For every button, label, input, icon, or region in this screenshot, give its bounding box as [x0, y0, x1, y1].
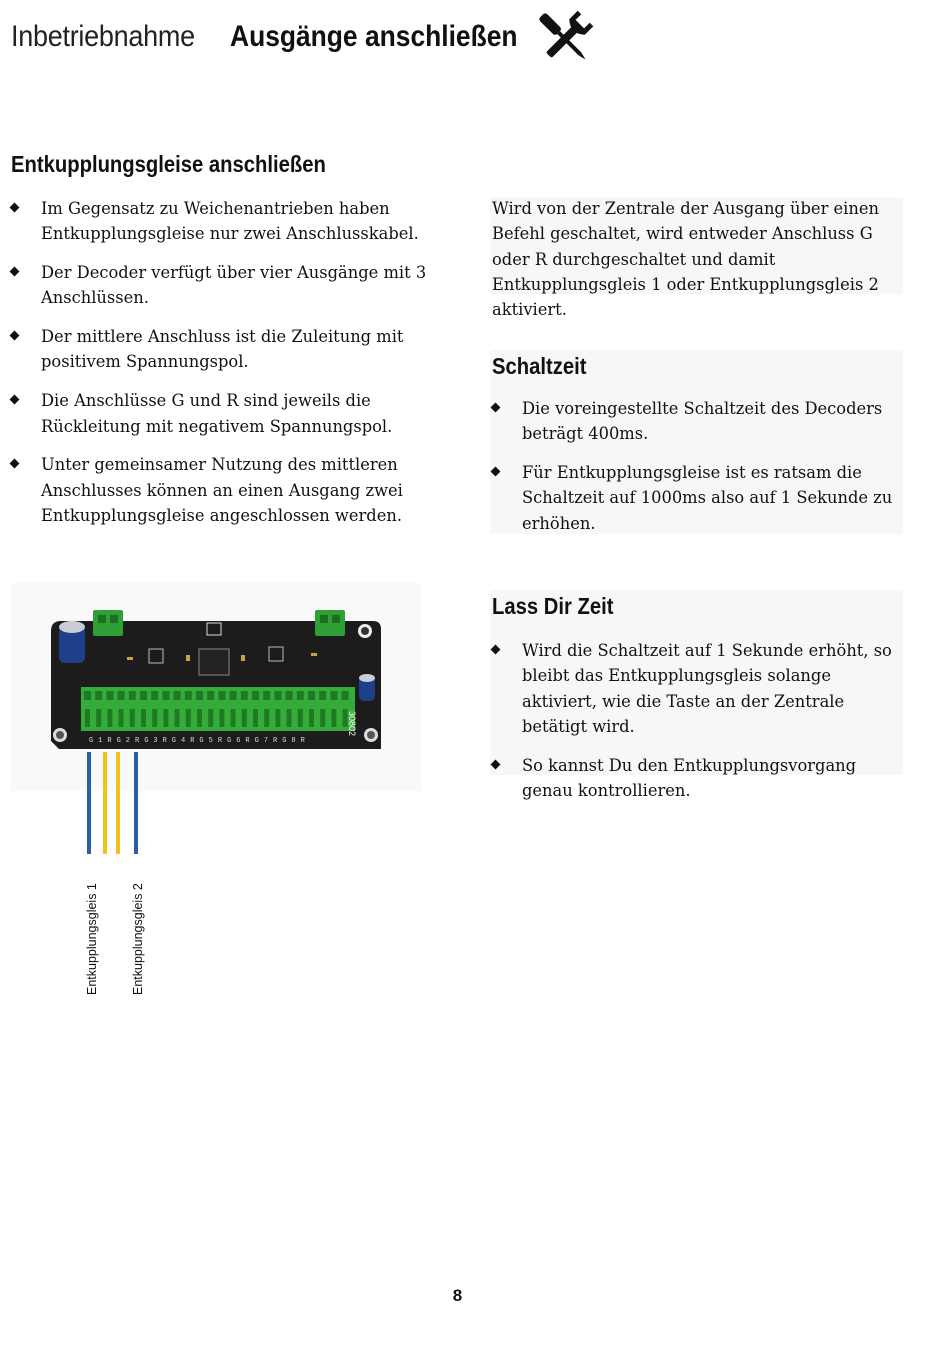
terminal-slot — [231, 709, 236, 727]
terminal-slot — [152, 709, 157, 727]
terminal-screw — [151, 691, 158, 700]
terminal-slot — [331, 709, 336, 727]
terminal-slot — [208, 709, 213, 727]
list-item: Der Decoder verfügt über vier Ausgänge mit 3 Anschlüssen. — [11, 260, 441, 311]
bullet-diamond-icon — [10, 203, 20, 213]
terminal-slot — [163, 709, 168, 727]
decoder-board-image — [11, 583, 421, 791]
terminal-labels: G 1 R G 2 R G 3 R G 4 R G 5 R G 6 R G 7 R G 8 R — [89, 737, 306, 745]
terminal-slot — [343, 709, 348, 727]
list-item: Die voreingestellte Schaltzeit des Decoders beträgt 400ms. — [492, 396, 902, 447]
terminal-screw — [297, 691, 304, 700]
terminal-screw — [241, 691, 248, 700]
wire-label-gleis-2: Entkupplungsgleis 2 — [131, 883, 145, 995]
list-item: Die Anschlüsse G und R sind jeweils die Rückleitung mit negativem Spannungspol. — [11, 388, 441, 439]
bullet-diamond-icon — [10, 395, 20, 405]
tools-icon — [532, 8, 598, 70]
bullet-diamond-icon — [10, 267, 20, 277]
bullet-diamond-icon — [10, 459, 20, 469]
terminal-slot — [186, 709, 191, 727]
terminal-screw — [218, 691, 225, 700]
terminal-slot — [320, 709, 325, 727]
list-item: Unter gemeinsamer Nutzung des mittleren Anschlusses können an einen Ausgang zwei Entkupplungsgleise angeschlossen werden. — [11, 452, 441, 528]
terminal-slot — [175, 709, 180, 727]
board-label: 30802 — [347, 711, 357, 737]
terminal-screw — [274, 691, 281, 700]
terminal-screw — [308, 691, 315, 700]
schaltzeit-bullet-list — [492, 396, 902, 549]
terminal-slot — [253, 709, 258, 727]
bullet-diamond-icon — [491, 759, 501, 769]
terminal-screw — [162, 691, 169, 700]
terminal-slot — [130, 709, 135, 727]
terminal-screw — [129, 691, 136, 700]
intro-paragraph: Wird von der Zentrale der Ausgang über einen Befehl geschaltet, wird entweder Anschluss G oder R durchgeschaltet und damit Entkupplungsgleis 1 oder Entkupplungsgleis 2 aktiviert. — [492, 199, 879, 320]
wire-label-gleis-1: Entkupplungsgleis 1 — [85, 883, 99, 995]
terminal-slot — [119, 709, 124, 727]
connection-wires — [80, 752, 150, 858]
section-heading-schaltzeit: Schaltzeit — [492, 353, 587, 379]
terminal-screw — [252, 691, 259, 700]
terminal-screw — [174, 691, 181, 700]
terminal-screw — [207, 691, 214, 700]
terminal-screw — [95, 691, 102, 700]
terminal-slot — [107, 709, 112, 727]
terminal-screw — [196, 691, 203, 700]
section-heading-entkupplungsgleise: Entkupplungsgleise anschließen — [11, 151, 326, 177]
terminal-slot — [219, 709, 224, 727]
terminal-slot — [96, 709, 101, 727]
terminal-screw — [319, 691, 326, 700]
terminal-screw — [106, 691, 113, 700]
list-item: Für Entkupplungsgleise ist es ratsam die Schaltzeit auf 1000ms also auf 1 Sekunde zu erhöhen. — [492, 460, 902, 536]
terminal-slot — [298, 709, 303, 727]
terminal-slot — [287, 709, 292, 727]
terminal-slot — [141, 709, 146, 727]
page-number: 8 — [452, 1286, 463, 1305]
terminal-screw — [140, 691, 147, 700]
bullet-diamond-icon — [10, 331, 20, 341]
terminal-screw — [118, 691, 125, 700]
bullet-diamond-icon — [491, 403, 501, 413]
terminal-slot — [242, 709, 247, 727]
bullet-diamond-icon — [491, 645, 501, 655]
terminal-slot — [309, 709, 314, 727]
section-title: Inbetriebnahme — [11, 20, 195, 53]
terminal-screw — [185, 691, 192, 700]
list-item: So kannst Du den Entkupplungsvorgang genau kontrollieren. — [492, 753, 902, 804]
terminal-slot — [264, 709, 269, 727]
terminal-screw — [330, 691, 337, 700]
left-bullet-list — [11, 196, 441, 542]
terminal-screw — [286, 691, 293, 700]
lass-bullet-list — [492, 638, 902, 817]
section-heading-lass-dir-zeit: Lass Dir Zeit — [492, 593, 614, 619]
list-item: Im Gegensatz zu Weichenantrieben haben Entkupplungsgleise nur zwei Anschlusskabel. — [11, 196, 441, 247]
terminal-slot — [275, 709, 280, 727]
list-item: Wird die Schaltzeit auf 1 Sekunde erhöht, so bleibt das Entkupplungsgleis solange aktiviert, wie die Taste an der Zentrale betätigt wird. — [492, 638, 902, 739]
terminal-slot — [85, 709, 90, 727]
terminal-screw — [342, 691, 349, 700]
terminal-screw — [263, 691, 270, 700]
terminal-screw — [230, 691, 237, 700]
list-item: Der mittlere Anschluss ist die Zuleitung mit positivem Spannungspol. — [11, 324, 441, 375]
terminal-screw — [84, 691, 91, 700]
bullet-diamond-icon — [491, 467, 501, 477]
page-title: Ausgänge anschließen — [230, 20, 518, 53]
terminal-slot — [197, 709, 202, 727]
